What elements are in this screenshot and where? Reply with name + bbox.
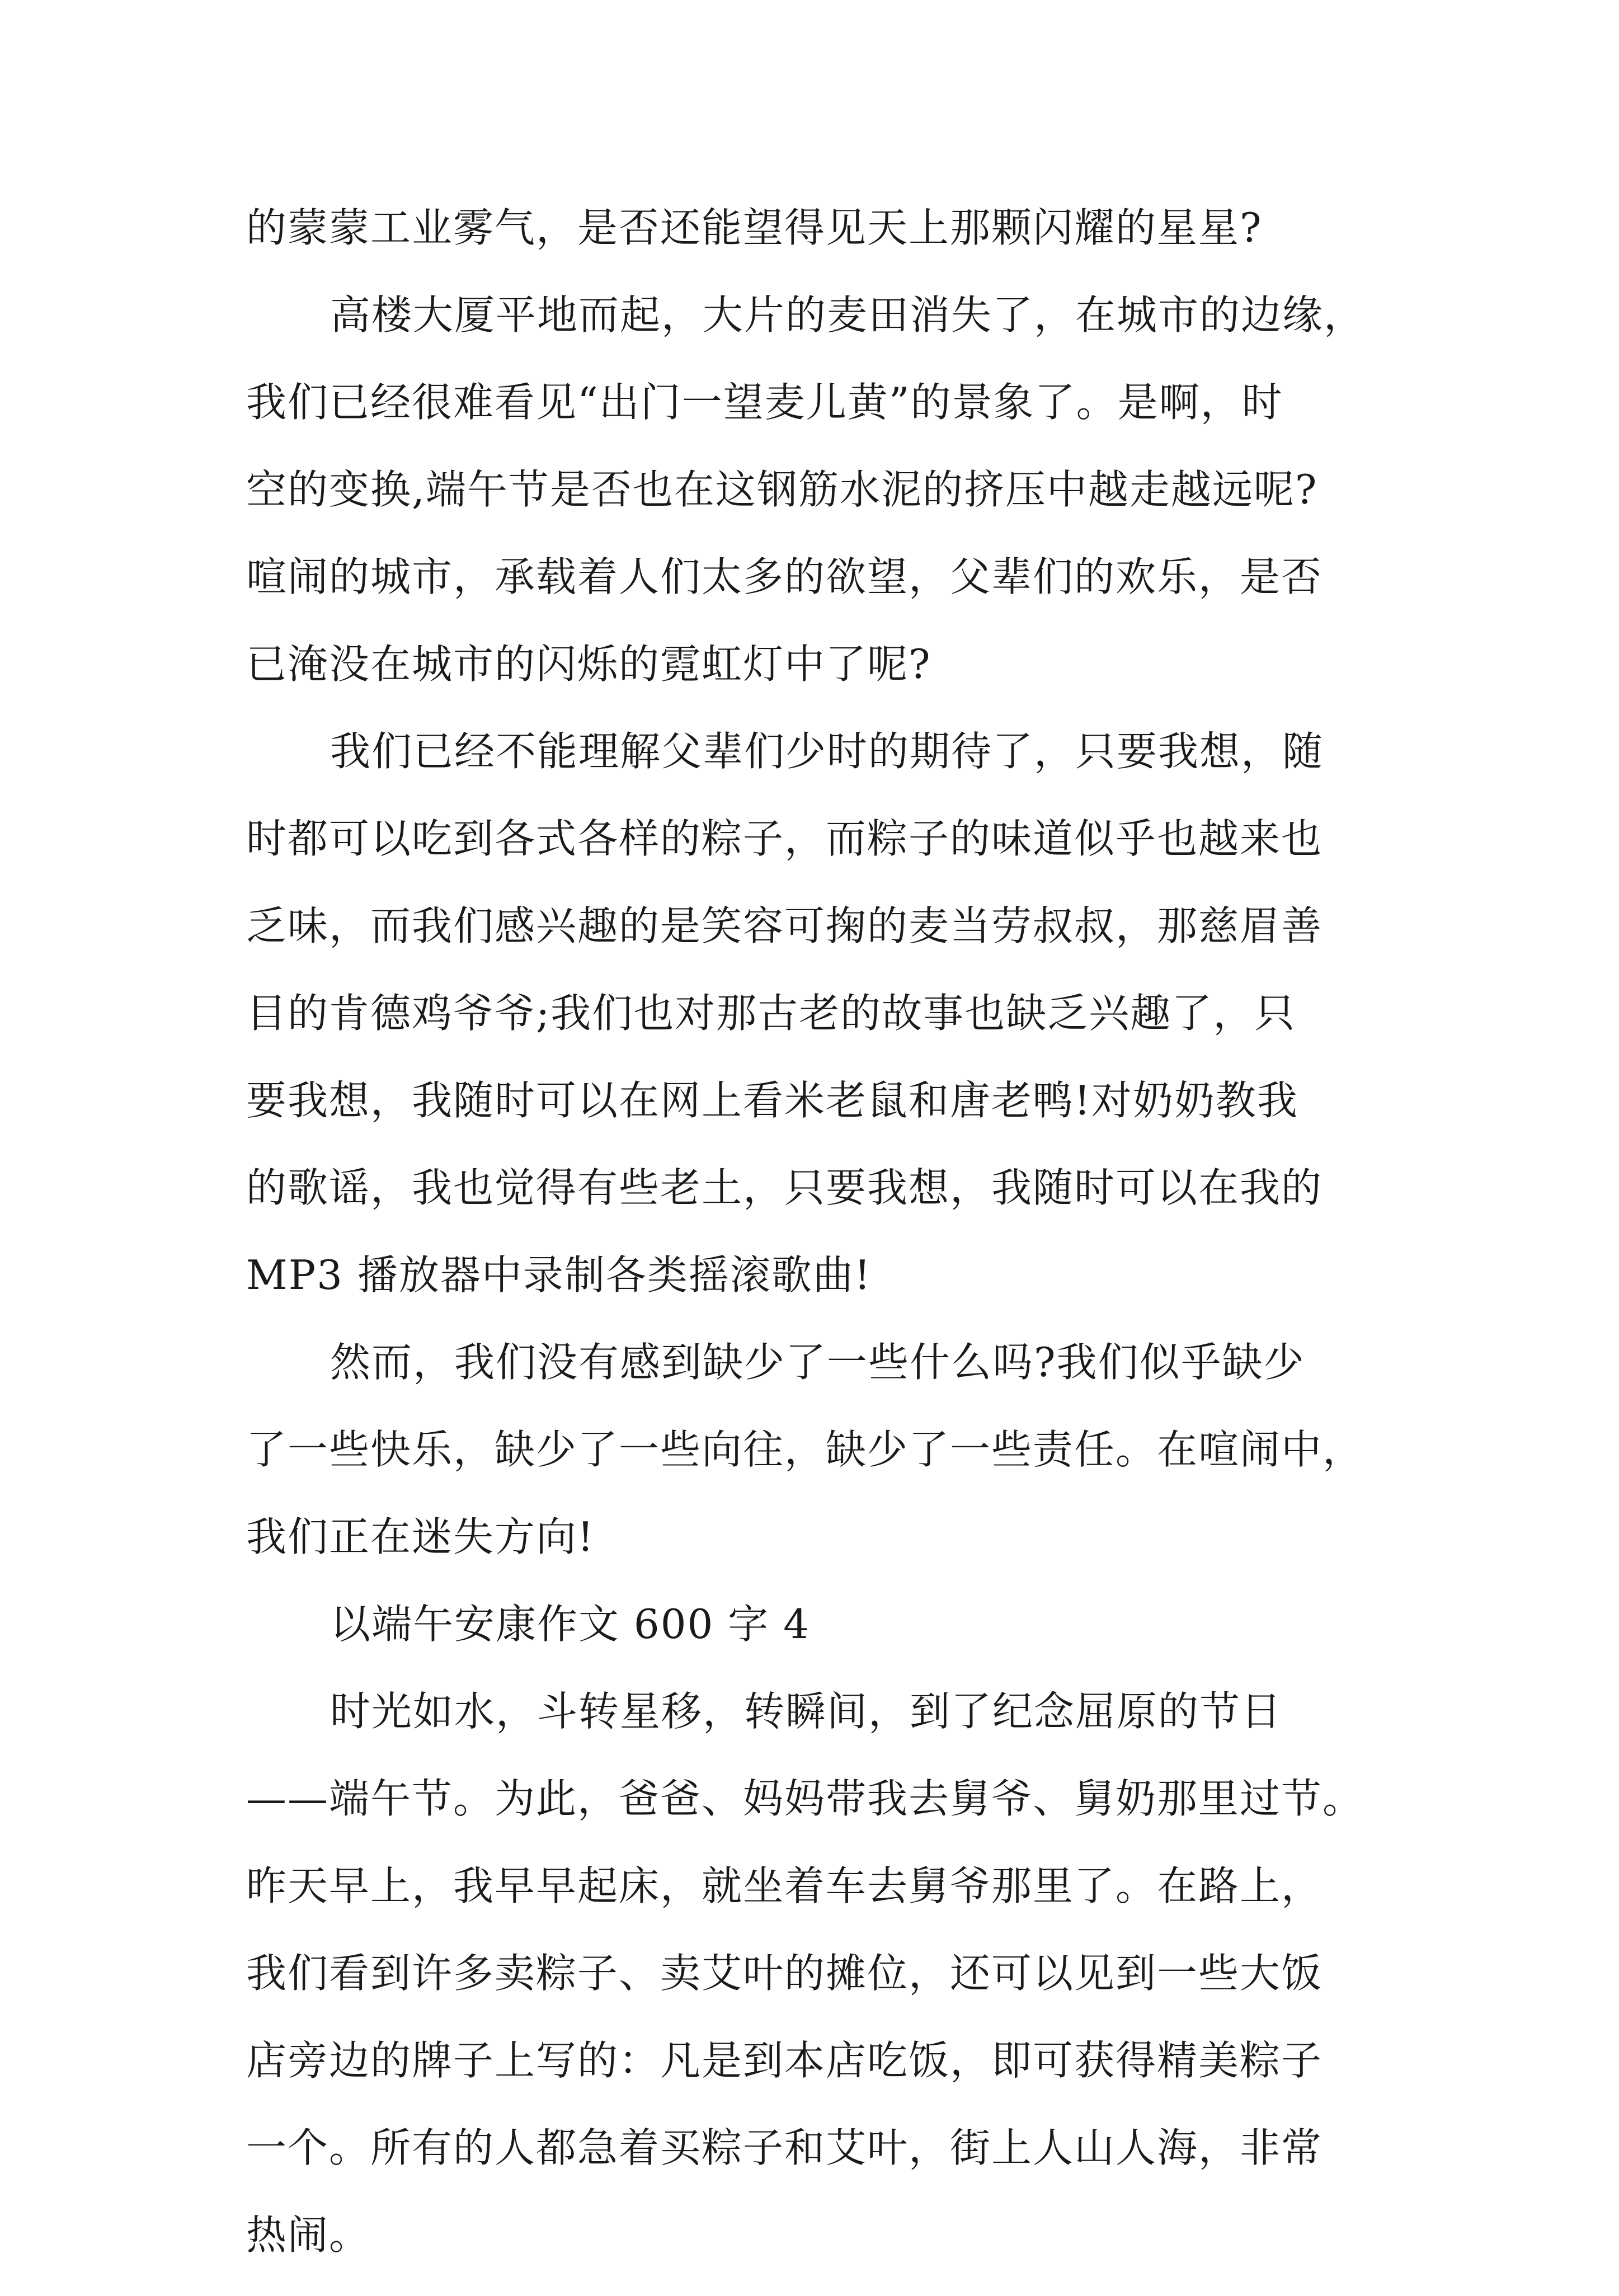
text-line: 热闹。: [246, 2212, 371, 2259]
text-line: 昨天早上，我早早起床，就坐着车去舅爷那里了。在路上，: [246, 1862, 1323, 1909]
text-line: 空的变换,端午节是否也在这钢筋水泥的挤压中越走越远呢?: [246, 466, 1318, 513]
paragraph-start-line: 我们已经不能理解父辈们少时的期待了，只要我想，随: [330, 728, 1324, 775]
text-line: 我们已经很难看见“出门一望麦儿黄”的景象了。是啊，时: [246, 379, 1283, 426]
text-line: 目的肯德鸡爷爷;我们也对那古老的故事也缺乏兴趣了，只: [246, 990, 1296, 1037]
text-line: 时都可以吃到各式各样的粽子，而粽子的味道似乎也越来也: [246, 815, 1323, 862]
text-line: 要我想，我随时可以在网上看米老鼠和唐老鸭!对奶奶教我: [246, 1077, 1298, 1124]
text-line: 乏味，而我们感兴趣的是笑容可掬的麦当劳叔叔，那慈眉善: [246, 902, 1323, 949]
text-line: 已淹没在城市的闪烁的霓虹灯中了呢?: [246, 641, 931, 688]
section-heading: 以端午安康作文 600 字 4: [330, 1601, 810, 1648]
text-line: 的歌谣，我也觉得有些老土，只要我想，我随时可以在我的: [246, 1164, 1323, 1211]
text-line: 我们正在迷失方向!: [246, 1513, 595, 1560]
text-line: MP3 播放器中录制各类摇滚歌曲!: [246, 1251, 872, 1298]
text-line: 一个。所有的人都急着买粽子和艾叶，街上人山人海，非常: [246, 2124, 1323, 2171]
text-line: 喧闹的城市，承载着人们太多的欲望，父辈们的欢乐，是否: [246, 553, 1323, 600]
text-line: 我们看到许多卖粽子、卖艾叶的摊位，还可以见到一些大饭: [246, 1950, 1323, 1997]
paragraph-start-line: 时光如水，斗转星移，转瞬间，到了纪念屈原的节日: [330, 1688, 1283, 1735]
text-line: 店旁边的牌子上写的：凡是到本店吃饭，即可获得精美粽子: [246, 2037, 1323, 2084]
text-line: 的蒙蒙工业雾气，是否还能望得见天上那颗闪耀的星星?: [246, 204, 1263, 251]
text-line: ——端午节。为此，爸爸、妈妈带我去舅爷、舅奶那里过节。: [246, 1775, 1364, 1822]
text-line: 了一些快乐，缺少了一些向往，缺少了一些责任。在喧闹中，: [246, 1426, 1364, 1473]
document-body: [246, 201, 1382, 2296]
paragraph-start-line: 高楼大厦平地而起，大片的麦田消失了，在城市的边缘，: [330, 291, 1366, 338]
paragraph-start-line: 然而，我们没有感到缺少了一些什么吗?我们似乎缺少: [330, 1339, 1305, 1386]
